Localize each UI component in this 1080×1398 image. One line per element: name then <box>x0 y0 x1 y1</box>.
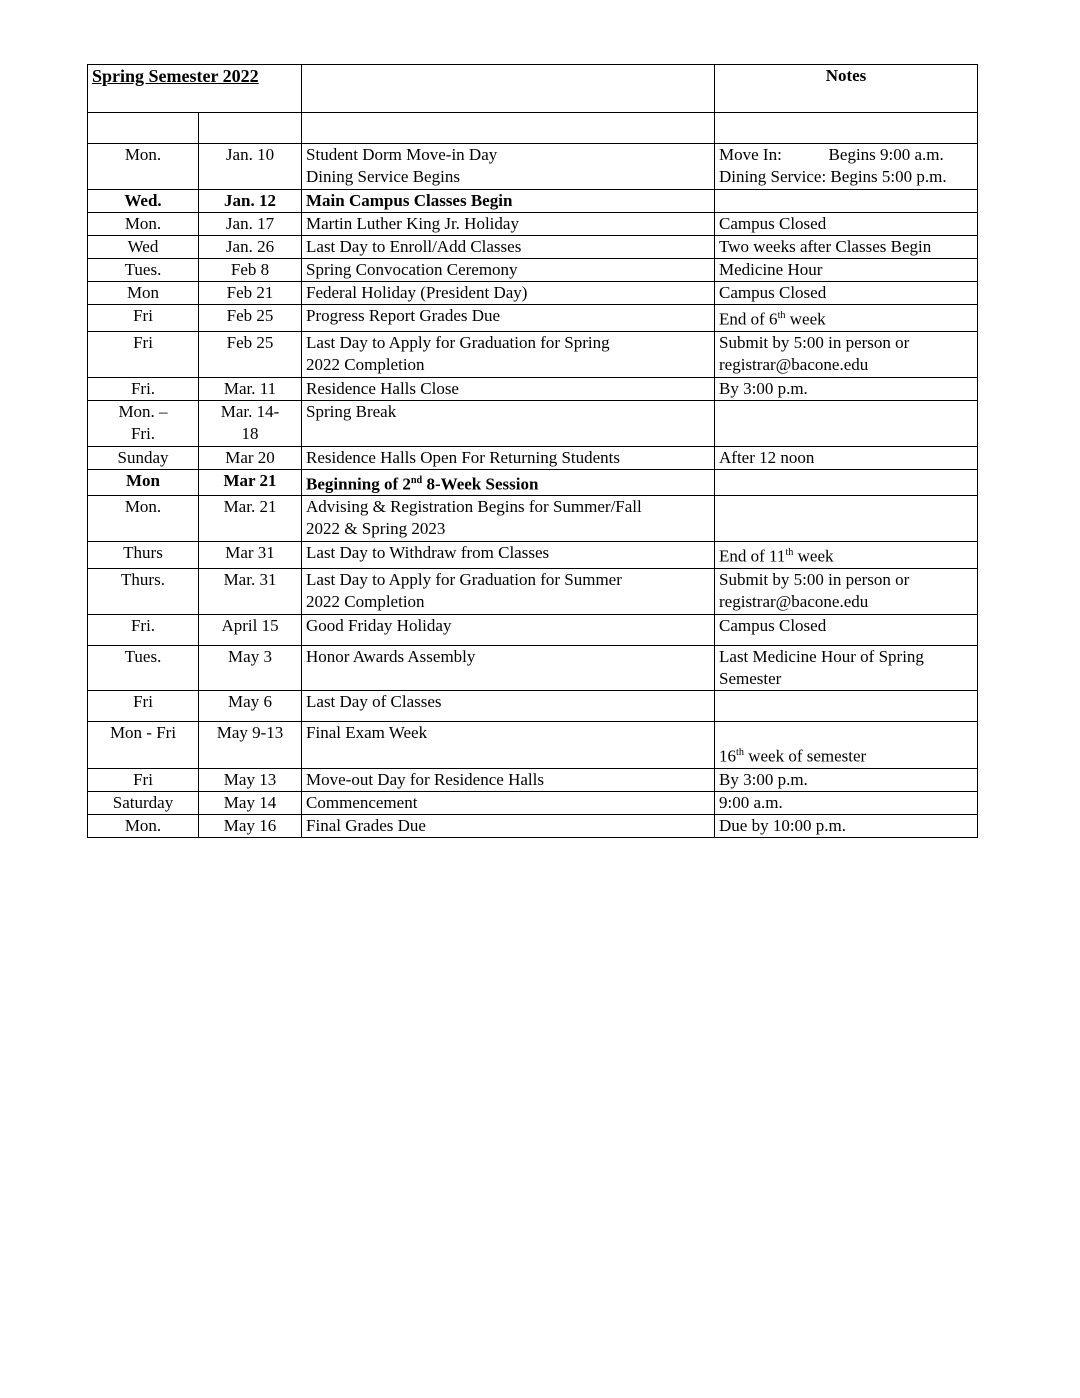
note-text: Semester <box>719 668 782 688</box>
note-text: By 3:00 p.m. <box>719 769 808 789</box>
table-row <box>88 614 978 645</box>
note-cell <box>715 496 978 542</box>
date-cell: Jan. 12 <box>199 190 302 213</box>
table-row <box>88 690 978 721</box>
table-row <box>88 213 978 236</box>
date-cell: May 9-13 <box>199 721 302 768</box>
event-cell <box>302 791 715 814</box>
table-row <box>88 721 978 768</box>
date-cell: May 14 <box>199 791 302 814</box>
day-cell: Thurs <box>88 542 199 569</box>
note-text: Submit by 5:00 in person or <box>719 569 910 589</box>
event-text: 2022 Completion <box>306 591 425 611</box>
note-cell <box>715 768 978 791</box>
note-cell <box>715 259 978 282</box>
note-cell <box>715 282 978 305</box>
event-text: Progress Report Grades Due <box>306 306 501 325</box>
table-row <box>88 568 978 614</box>
date-cell: Mar. 21 <box>199 496 302 542</box>
note-text: Due by 10:00 p.m. <box>719 815 847 835</box>
event-text: Federal Holiday (President Day) <box>306 283 528 302</box>
event-text: Advising & Registration Begins for Summer/Fall <box>306 497 642 517</box>
event-text: Martin Luther King Jr. Holiday <box>306 214 519 233</box>
event-text: Last Day of Classes <box>306 691 442 711</box>
date-cell: Mar. 31 <box>199 568 302 614</box>
title-cell <box>88 65 302 113</box>
note-text: registrar@bacone.edu <box>719 591 869 611</box>
note-text: Campus Closed <box>719 214 827 233</box>
note-text: Dining Service: Begins 5:00 p.m. <box>719 167 947 186</box>
note-text: Move In: Begins 9:00 a.m. <box>719 145 944 164</box>
day-cell: Fri <box>88 690 199 721</box>
date-cell: Feb 25 <box>199 331 302 377</box>
table-row <box>88 645 978 690</box>
note-text: Campus Closed <box>719 283 827 302</box>
event-cell <box>302 814 715 837</box>
note-text <box>719 691 973 711</box>
table-row <box>88 236 978 259</box>
day-cell: Tues. <box>88 259 199 282</box>
table-row <box>88 768 978 791</box>
event-cell <box>302 377 715 400</box>
note-text: Last Medicine Hour of Spring <box>719 646 924 666</box>
spacer-row <box>88 113 978 144</box>
event-cell <box>302 645 715 690</box>
date-cell: Feb 8 <box>199 259 302 282</box>
event-text: Honor Awards Assembly <box>306 646 476 666</box>
note-text: End of 6th week <box>719 309 826 329</box>
day-cell: Wed. <box>88 190 199 213</box>
event-cell <box>302 614 715 645</box>
table-row <box>88 791 978 814</box>
note-cell <box>715 400 978 446</box>
event-cell <box>302 568 715 614</box>
date-cell: May 13 <box>199 768 302 791</box>
note-cell <box>715 213 978 236</box>
day-cell: Wed <box>88 236 199 259</box>
spacer-cell <box>715 113 978 144</box>
note-text: 16th week of semester <box>719 746 867 766</box>
event-text: Residence Halls Open For Returning Students <box>306 447 621 467</box>
day-cell: Sunday <box>88 446 199 469</box>
date-cell: Mar. 11 <box>199 377 302 400</box>
table-row <box>88 814 978 837</box>
notes-header: Notes <box>825 66 867 85</box>
event-text: Beginning of 2nd 8-Week Session <box>306 474 539 494</box>
note-cell <box>715 377 978 400</box>
note-cell <box>715 144 978 190</box>
event-text: Last Day to Withdraw from Classes <box>306 543 550 563</box>
day-cell: Mon. <box>88 144 199 190</box>
note-text <box>719 470 973 490</box>
event-cell <box>302 400 715 446</box>
table-row <box>88 144 978 190</box>
event-text: Last Day to Enroll/Add Classes <box>306 237 522 256</box>
day-cell: Mon. <box>88 213 199 236</box>
date-cell: Mar 31 <box>199 542 302 569</box>
note-cell <box>715 305 978 332</box>
note-text: Campus Closed <box>719 615 827 635</box>
date-cell: Mar 21 <box>199 469 302 496</box>
date-cell: May 16 <box>199 814 302 837</box>
date-cell: May 6 <box>199 690 302 721</box>
note-cell <box>715 568 978 614</box>
event-text: Spring Break <box>306 401 397 421</box>
day-cell: Saturday <box>88 791 199 814</box>
note-cell <box>715 190 978 213</box>
table-row <box>88 400 978 446</box>
table-row <box>88 469 978 496</box>
event-cell <box>302 213 715 236</box>
event-cell <box>302 446 715 469</box>
event-cell <box>302 542 715 569</box>
day-cell: Fri. <box>88 377 199 400</box>
header-blank-cell <box>302 65 715 113</box>
event-text: Dining Service Begins <box>306 167 460 186</box>
note-cell <box>715 446 978 469</box>
event-cell <box>302 259 715 282</box>
note-text: registrar@bacone.edu <box>719 354 869 374</box>
note-text <box>719 190 973 210</box>
date-cell: Jan. 26 <box>199 236 302 259</box>
note-text: Two weeks after Classes Begin <box>719 237 932 256</box>
note-text: 9:00 a.m. <box>719 792 783 812</box>
header-row <box>88 65 978 113</box>
event-text: 2022 Completion <box>306 354 425 374</box>
event-text: Spring Convocation Ceremony <box>306 260 518 279</box>
table-row <box>88 259 978 282</box>
table-row <box>88 446 978 469</box>
event-cell <box>302 236 715 259</box>
event-text: Main Campus Classes Begin <box>306 191 513 210</box>
note-text: After 12 noon <box>719 447 815 467</box>
semester-title: Spring Semester 2022 <box>92 66 259 86</box>
note-text: Medicine Hour <box>719 260 823 279</box>
event-cell <box>302 144 715 190</box>
note-cell <box>715 542 978 569</box>
day-cell: Mon - Fri <box>88 721 199 768</box>
event-text: Final Exam Week <box>306 722 428 742</box>
date-cell: Jan. 17 <box>199 213 302 236</box>
note-text: End of 11th week <box>719 546 834 566</box>
date-cell: April 15 <box>199 614 302 645</box>
table-row <box>88 305 978 332</box>
date-cell: Jan. 10 <box>199 144 302 190</box>
note-cell <box>715 690 978 721</box>
note-text: By 3:00 p.m. <box>719 378 808 398</box>
notes-header-cell <box>715 65 978 113</box>
event-text: Commencement <box>306 792 418 812</box>
date-cell: Mar. 14- 18 <box>199 400 302 446</box>
day-cell: Mon. <box>88 496 199 542</box>
day-cell: Fri. <box>88 614 199 645</box>
table-row <box>88 282 978 305</box>
event-text: Move-out Day for Residence Halls <box>306 769 544 789</box>
note-cell <box>715 614 978 645</box>
event-text: Residence Halls Close <box>306 378 459 398</box>
table-row <box>88 377 978 400</box>
note-cell <box>715 721 978 768</box>
event-text: Last Day to Apply for Graduation for Spring <box>306 332 610 352</box>
event-cell <box>302 768 715 791</box>
event-cell <box>302 469 715 496</box>
table-row <box>88 542 978 569</box>
day-cell: Fri <box>88 331 199 377</box>
note-cell <box>715 814 978 837</box>
day-cell: Mon <box>88 469 199 496</box>
spacer-cell <box>302 113 715 144</box>
event-cell <box>302 282 715 305</box>
event-text: Final Grades Due <box>306 815 426 835</box>
event-cell <box>302 190 715 213</box>
note-text <box>719 496 973 516</box>
day-cell: Fri <box>88 305 199 332</box>
academic-calendar-table <box>87 64 978 838</box>
date-cell: Mar 20 <box>199 446 302 469</box>
note-cell <box>715 791 978 814</box>
event-text: Student Dorm Move-in Day <box>306 145 498 164</box>
event-text: Last Day to Apply for Graduation for Summer <box>306 569 622 589</box>
day-cell: Tues. <box>88 645 199 690</box>
event-text: 2022 & Spring 2023 <box>306 519 446 539</box>
note-cell <box>715 236 978 259</box>
spacer-cell <box>199 113 302 144</box>
note-cell <box>715 645 978 690</box>
note-cell <box>715 331 978 377</box>
date-cell: Feb 25 <box>199 305 302 332</box>
table-row <box>88 190 978 213</box>
table-row <box>88 496 978 542</box>
event-cell <box>302 496 715 542</box>
event-cell <box>302 690 715 721</box>
day-cell: Mon <box>88 282 199 305</box>
table-row <box>88 331 978 377</box>
spacer-cell <box>88 113 199 144</box>
note-text <box>719 722 973 742</box>
date-cell: May 3 <box>199 645 302 690</box>
event-cell <box>302 331 715 377</box>
event-cell <box>302 305 715 332</box>
day-cell: Thurs. <box>88 568 199 614</box>
day-cell: Mon. – Fri. <box>88 400 199 446</box>
event-cell <box>302 721 715 768</box>
date-cell: Feb 21 <box>199 282 302 305</box>
note-text: Submit by 5:00 in person or <box>719 332 910 352</box>
note-text <box>719 401 973 421</box>
day-cell: Fri <box>88 768 199 791</box>
note-cell <box>715 469 978 496</box>
day-cell: Mon. <box>88 814 199 837</box>
event-text: Good Friday Holiday <box>306 615 452 635</box>
